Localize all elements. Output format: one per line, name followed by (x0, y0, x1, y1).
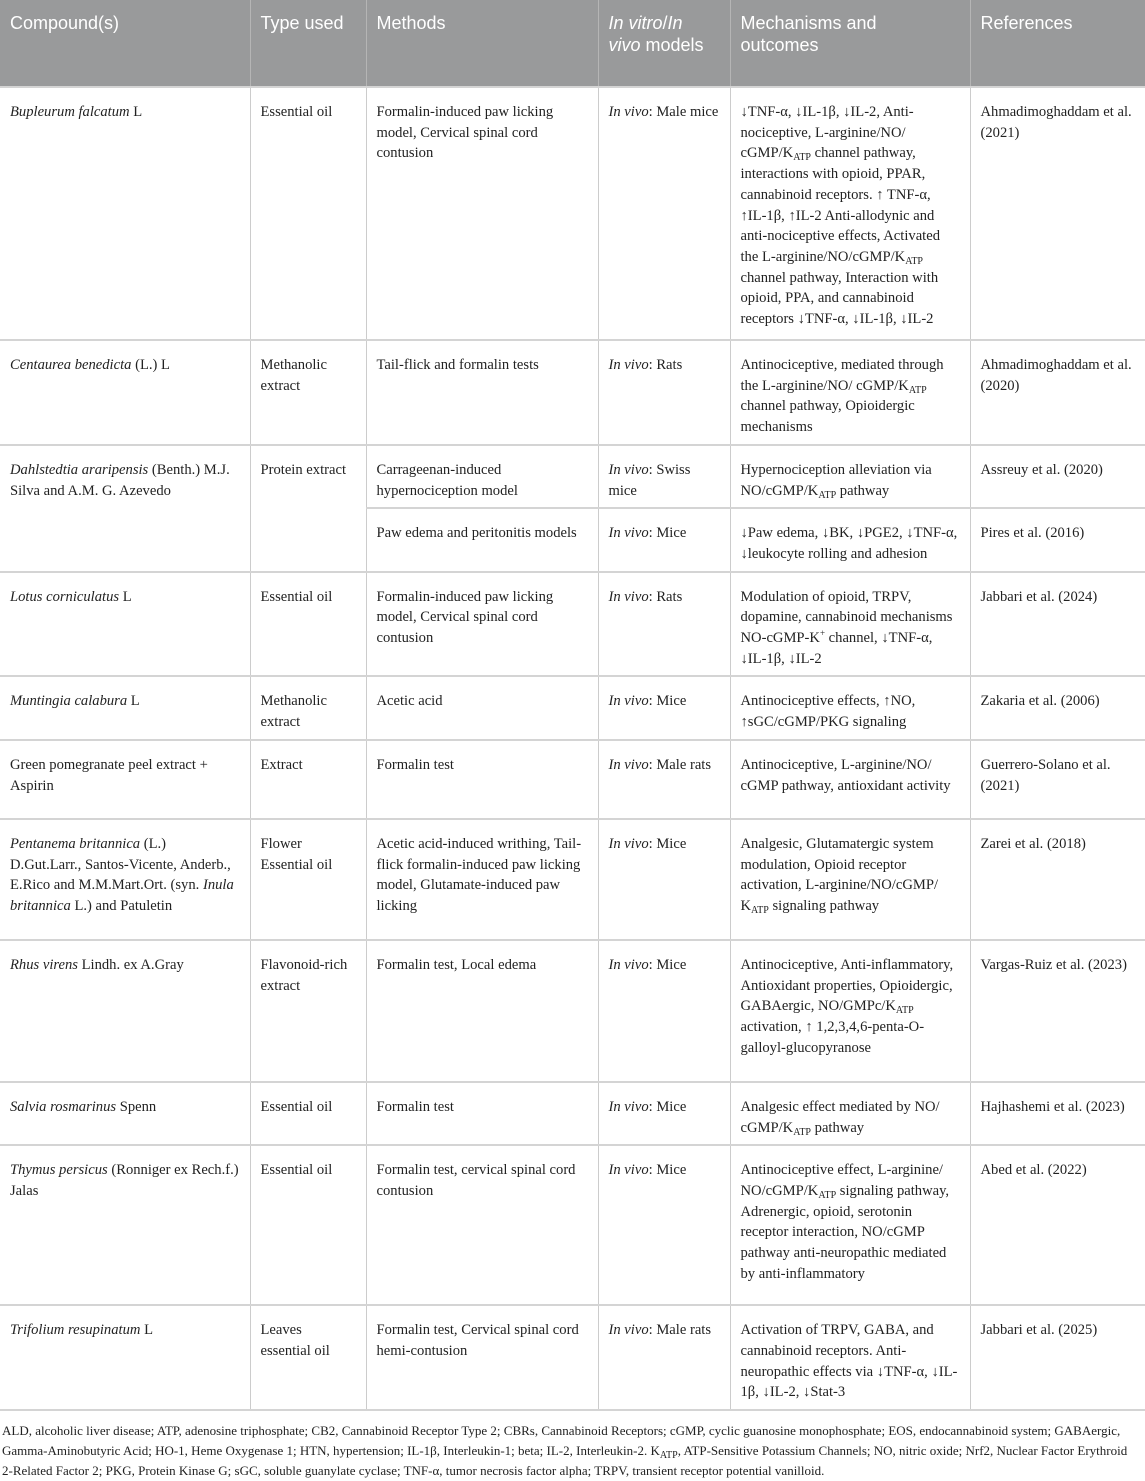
cell-type: Essential oil (250, 87, 366, 340)
cell-type: Essential oil (250, 1082, 366, 1145)
cell-type: Methanolic extract (250, 676, 366, 739)
cell-mechanisms: Antinociceptive effects, ↑NO, ↑sGC/cGMP/PKG signaling (730, 676, 970, 739)
cell-model: In vivo: Mice (598, 940, 730, 1082)
cell-model: In vivo: Mice (598, 1145, 730, 1305)
header-compound: Compound(s) (0, 0, 250, 87)
cell-model: In vivo: Male mice (598, 87, 730, 340)
cell-type: Methanolic extract (250, 340, 366, 445)
header-reference: References (970, 0, 1145, 87)
cell-type: Essential oil (250, 1145, 366, 1305)
cell-type: Extract (250, 740, 366, 819)
cell-model: In vivo: Mice (598, 508, 730, 571)
cell-reference: Zakaria et al. (2006) (970, 676, 1145, 739)
table-row (0, 819, 1145, 940)
header-type: Type used (250, 0, 366, 87)
table-row (0, 340, 1145, 445)
cell-model: In vivo: Rats (598, 340, 730, 445)
cell-compound: Muntingia calabura L (0, 676, 250, 739)
cell-reference: Guerrero-Solano et al. (2021) (970, 740, 1145, 819)
cell-compound: Bupleurum falcatum L (0, 87, 250, 340)
table-row (0, 445, 1145, 508)
cell-type: Protein extract (250, 445, 366, 572)
cell-mechanisms: Antinociceptive effect, L-arginine/ $NO/cGMP/K_{ATP}$ signaling pathway, Adrenergic, opioid, serotonin receptor interaction, NO/cGMP pathway anti-neuropathic mediated by anti-inflammatory (730, 1145, 970, 1305)
cell-type: Leaves essential oil (250, 1305, 366, 1410)
cell-mechanisms: Modulation of opioid, TRPV, dopamine, cannabinoid mechanisms NO-cGMP-K+ channel, ↓TNF-α, ↓IL-1β, ↓IL-2 (730, 572, 970, 677)
cell-compound: Salvia rosmarinus Spenn (0, 1082, 250, 1145)
cell-type: Flavonoid-rich extract (250, 940, 366, 1082)
cell-model: In vivo: Rats (598, 572, 730, 677)
cell-model: In vivo: Male rats (598, 740, 730, 819)
cell-compound: Trifolium resupinatum L (0, 1305, 250, 1410)
cell-compound: Green pomegranate peel extract + Aspirin (0, 740, 250, 819)
header-mechanisms: Mechanisms and outcomes (730, 0, 970, 87)
cell-compound: Lotus corniculatus L (0, 572, 250, 677)
cell-reference: Ahmadimoghaddam et al. (2021) (970, 87, 1145, 340)
header-methods: Methods (366, 0, 598, 87)
table-row (0, 1145, 1145, 1305)
cell-methods: Carrageenan-induced hypernociception model (366, 445, 598, 508)
cell-mechanisms: Activation of TRPV, GABA, and cannabinoid receptors. Anti-neuropathic effects via ↓TNF-α, ↓IL-1β, ↓IL-2, ↓Stat-3 (730, 1305, 970, 1410)
cell-compound: Dahlstedtia araripensis (Benth.) M.J. Silva and A.M. G. Azevedo (0, 445, 250, 572)
header-model: In vitro/In vivo models (598, 0, 730, 87)
cell-reference: Vargas-Ruiz et al. (2023) (970, 940, 1145, 1082)
table-row (0, 740, 1145, 819)
cell-reference: Abed et al. (2022) (970, 1145, 1145, 1305)
table-row (0, 1082, 1145, 1145)
cell-compound: Pentanema britannica (L.) D.Gut.Larr., Santos-Vicente, Anderb., E.Rico and M.M.Mart.Ort. (syn. Inula britannica L.) and Patuletin (0, 819, 250, 940)
cell-compound: Centaurea benedicta (L.) L (0, 340, 250, 445)
cell-compound: Thymus persicus (Ronniger ex Rech.f.) Jalas (0, 1145, 250, 1305)
cell-methods: Formalin test (366, 1082, 598, 1145)
cell-mechanisms: Analgesic effect mediated by NO/ cGMP/$K_{ATP}$ pathway (730, 1082, 970, 1145)
table-row (0, 676, 1145, 739)
cell-mechanisms: Antinociceptive, mediated through the L-arginine/NO/ cGMP/$K_{ATP}$ channel pathway, Opioidergic mechanisms (730, 340, 970, 445)
cell-reference: Jabbari et al. (2024) (970, 572, 1145, 677)
cell-reference: Jabbari et al. (2025) (970, 1305, 1145, 1410)
cell-model: In vivo: Mice (598, 676, 730, 739)
table-header-row (0, 0, 1145, 87)
cell-methods: Acetic acid (366, 676, 598, 739)
cell-reference: Assreuy et al. (2020) (970, 445, 1145, 508)
cell-type: Flower Essential oil (250, 819, 366, 940)
cell-reference: Hajhashemi et al. (2023) (970, 1082, 1145, 1145)
cell-type: Essential oil (250, 572, 366, 677)
cell-mechanisms: Analgesic, Glutamatergic system modulation, Opioid receptor activation, L-arginine/NO/cGMP/ $K_{ATP}$ signaling pathway (730, 819, 970, 940)
table-row (0, 572, 1145, 677)
table-row (0, 87, 1145, 340)
cell-mechanisms: ↓TNF-α, ↓IL-1β, ↓IL-2, Anti-nociceptive, L-arginine/NO/ cGMP/$K_{ATP}$ channel pathway, interactions with opioid, PPAR, cannabinoid receptors. ↑ TNF-α, ↑IL-1β, ↑IL-2 Anti-allodynic and anti-nociceptive effects, Activated the $L-arginine/NO/cGMP/K_{ATP}$ channel pathway, Interaction with opioid, PPA, and cannabinoid receptors ↓TNF-α, ↓IL-1β, ↓IL-2 (730, 87, 970, 340)
cell-methods: Formalin test (366, 740, 598, 819)
cell-mechanisms: ↓Paw edema, ↓BK, ↓PGE2, ↓TNF-α, ↓leukocyte rolling and adhesion (730, 508, 970, 571)
cell-methods: Formalin test, Local edema (366, 940, 598, 1082)
cell-reference: Zarei et al. (2018) (970, 819, 1145, 940)
cell-model: In vivo: Swiss mice (598, 445, 730, 508)
cell-methods: Formalin-induced paw licking model, Cervical spinal cord contusion (366, 87, 598, 340)
cell-model: In vivo: Male rats (598, 1305, 730, 1410)
cell-reference: Pires et al. (2016) (970, 508, 1145, 571)
cell-methods: Tail-flick and formalin tests (366, 340, 598, 445)
cell-methods: Formalin test, cervical spinal cord contusion (366, 1145, 598, 1305)
cell-methods: Formalin test, Cervical spinal cord hemi-contusion (366, 1305, 598, 1410)
cell-mechanisms: Hypernociception alleviation via $NO/cGMP/K_{ATP}$ pathway (730, 445, 970, 508)
cell-mechanisms: Antinociceptive, Anti-inflammatory, Antioxidant properties, Opioidergic, GABAergic, $NO/GMPc/K_{ATP}$ activation, ↑ 1,2,3,4,6-penta-O-galloyl-glucopyranose (730, 940, 970, 1082)
cell-methods: Acetic acid-induced writhing, Tail-flick formalin-induced paw licking model, Glutamate-induced paw licking (366, 819, 598, 940)
cell-reference: Ahmadimoghaddam et al. (2020) (970, 340, 1145, 445)
cell-compound: Rhus virens Lindh. ex A.Gray (0, 940, 250, 1082)
cell-methods: Formalin-induced paw licking model, Cervical spinal cord contusion (366, 572, 598, 677)
cell-methods: Paw edema and peritonitis models (366, 508, 598, 571)
table-row (0, 1305, 1145, 1410)
cell-model: In vivo: Mice (598, 1082, 730, 1145)
cell-model: In vivo: Mice (598, 819, 730, 940)
table-row (0, 940, 1145, 1082)
cell-mechanisms: Antinociceptive, L-arginine/NO/ cGMP pathway, antioxidant activity (730, 740, 970, 819)
table-footnote: ALD, alcoholic liver disease; ATP, adenosine triphosphate; CB2, Cannabinoid Receptor Type 2; CBRs, Cannabinoid Receptors; cGMP, cyclic guanosine monophosphate; EOS, endocannabinoid system; GABAergic, Gamma-Aminobutyric Acid; HO-1, Heme Oxygenase 1; HTN, hypertension; IL-1β, Interleukin-1; beta; IL-2, Interleukin-2. $K_{ATP}$, ATP-Sensitive Potassium Channels; NO, nitric oxide; Nrf2, Nuclear Factor Erythroid 2-Related Factor 2; PKG, Protein Kinase G; sGC, soluble guanylate cyclase; TNF-α, tumor necrosis factor alpha; TRPV, transient receptor potential vanilloid. (2, 1423, 1128, 1479)
